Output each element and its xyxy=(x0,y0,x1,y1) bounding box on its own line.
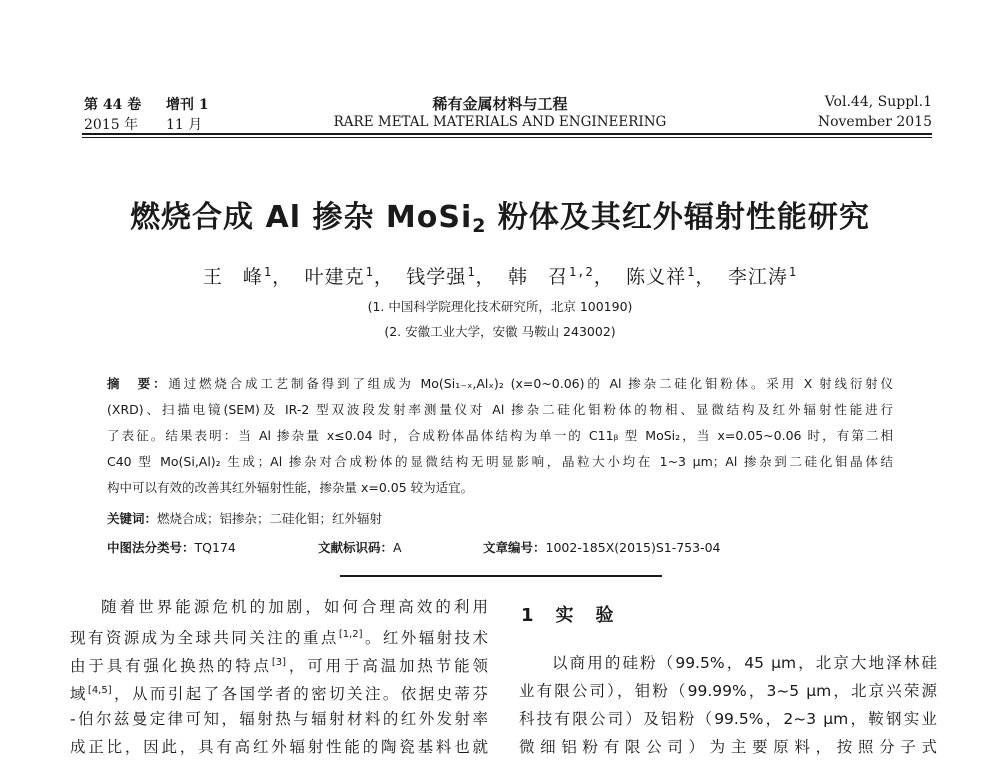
abstract-line: 了表征。结果表明：当 Al 掺杂量 x≤0.04 时，合成粉体晶体结构为单一的 C11ᵦ 型 MoSi₂，当 x=0.05~0.06 时，有第二相 xyxy=(107,428,893,443)
author-name: 王 峰 xyxy=(202,266,263,288)
header-year-cn: 2015 年 xyxy=(84,117,139,133)
header-rule-thin xyxy=(82,137,932,138)
author-affiliation-mark: 1 xyxy=(263,265,273,279)
keywords-text: 燃烧合成；铝掺杂；二硅化钼；红外辐射 xyxy=(157,511,383,526)
body-text: ，从而引起了各国学者的密切关注。依据史蒂芬 xyxy=(111,685,488,703)
header-date-en: November 2015 xyxy=(817,114,932,130)
header-rule-thick xyxy=(82,133,932,135)
article-number-label: 文章编号： xyxy=(483,540,546,555)
author-name: 叶建克 xyxy=(304,266,365,288)
keywords-label: 关键词： xyxy=(107,511,158,526)
author-name: 钱学强 xyxy=(406,266,467,288)
section-heading xyxy=(521,601,616,627)
abstract-label: 摘 要： xyxy=(107,376,169,391)
body-left-line xyxy=(70,677,488,708)
article-number xyxy=(483,538,721,556)
citation-ref: [4,5] xyxy=(87,685,112,696)
header-month-cn: 11 月 xyxy=(166,117,203,133)
article-number-value: 1002-185X(2015)S1-753-04 xyxy=(545,540,721,555)
author-affiliation-mark: 1 xyxy=(687,265,696,279)
title-part-2: 粉体及其红外辐射性能研究 xyxy=(486,200,870,235)
body-text: ，可用于高温加热节能领 xyxy=(286,657,488,675)
section-title: 实 验 xyxy=(555,605,616,626)
body-text: 域 xyxy=(70,685,88,703)
abstract-line: C40 型 Mo(Si,Al)₂ 生成；Al 掺杂对合成粉体的显微结构无明显影响，晶粒大小均在 1~3 μm；Al 掺杂到二硅化钼晶体结 xyxy=(107,454,893,469)
header-supplement-cn: 增刊 1 xyxy=(166,97,209,113)
clc-label: 中图法分类号： xyxy=(107,540,195,555)
section-number: 1 xyxy=(521,605,536,626)
body-left-line xyxy=(70,621,488,652)
clc-value: TQ174 xyxy=(194,540,236,555)
author-name: 韩 召 xyxy=(508,266,569,288)
abstract-line: 构中可以有效的改善其红外辐射性能，掺杂量 x=0.05 较为适宜。 xyxy=(107,480,474,495)
citation-ref: [3] xyxy=(271,657,287,668)
abstract-divider xyxy=(340,575,662,577)
paper-title xyxy=(0,192,1000,237)
body-right-line: 业有限公司），钼粉（99.99%，3~5 μm，北京兴荣源 xyxy=(519,682,937,700)
body-left-line: 成正比，因此，具有高红外辐射性能的陶瓷基料也就 xyxy=(70,738,488,756)
header-volume-cn: 第 44 卷 xyxy=(84,97,142,113)
body-right-line: 以商用的硅粉（99.5%，45 μm，北京大地泽林硅 xyxy=(552,654,937,672)
document-code xyxy=(318,538,402,556)
author-affiliation-mark: 1 xyxy=(365,265,374,279)
body-right-line: 微细铝粉有限公司）为主要原料，按照分子式 xyxy=(519,738,937,756)
author-name: 陈义祥 xyxy=(626,266,687,288)
abstract-line xyxy=(107,372,893,396)
document-code-label: 文献标识码： xyxy=(318,540,394,555)
body-left-line: -伯尔兹曼定律可知，辐射热与辐射材料的红外发射率 xyxy=(70,710,488,728)
author-list: 王 峰$^1$， 叶建克$^1$， 钱学强$^1$， 韩 召$^{1,2}$， 陈义祥$^1$， 李江涛$^1$ xyxy=(202,265,798,288)
title-subscript: 2 xyxy=(472,215,487,237)
keywords xyxy=(107,509,382,527)
affiliation-2: (2. 安徽工业大学，安徽 马鞍山 243002) xyxy=(384,324,616,339)
abstract-line: (XRD)、扫描电镜(SEM)及 IR-2 型双波段发射率测量仪对 Al 掺杂二硅化钼粉体的物相、显微结构及红外辐射性能进行 xyxy=(107,402,893,417)
journal-title-cn: 稀有金属材料与工程 xyxy=(432,95,568,113)
author-name: 李江涛 xyxy=(727,266,788,288)
affiliation-1: (1. 中国科学院理化技术研究所，北京 100190) xyxy=(367,299,633,314)
author-affiliation-mark: 1 xyxy=(788,265,798,279)
body-left-line: 随着世界能源危机的加剧，如何合理高效的利用 xyxy=(101,598,488,616)
body-text: 。红外辐射技术 xyxy=(362,629,488,647)
citation-ref: [1,2] xyxy=(338,629,363,640)
body-text: 由于具有强化换热的特点 xyxy=(70,657,272,675)
title-part-1: 燃烧合成 Al 掺杂 MoSi xyxy=(130,200,473,235)
author-affiliation-mark: 1,2 xyxy=(569,265,594,279)
body-text: 现有资源成为全球共同关注的重点 xyxy=(70,629,339,647)
journal-title-en: RARE METAL MATERIALS AND ENGINEERING xyxy=(333,114,667,130)
author-affiliation-mark: 1 xyxy=(467,265,476,279)
body-left-line xyxy=(70,649,488,680)
clc-number xyxy=(107,538,236,556)
header-volume-en: Vol.44, Suppl.1 xyxy=(824,94,932,110)
body-right-line: 科技有限公司）及铝粉（99.5%，2~3 μm，鞍钢实业 xyxy=(519,710,937,728)
document-code-value: A xyxy=(393,540,402,555)
abstract-text: 通过燃烧合成工艺制备得到了组成为 Mo(Si₁₋ₓ,Alₓ)₂ (x=0~0.06)的 Al 掺杂二硅化钼粉体。采用 X 射线衍射仪 xyxy=(168,376,893,391)
